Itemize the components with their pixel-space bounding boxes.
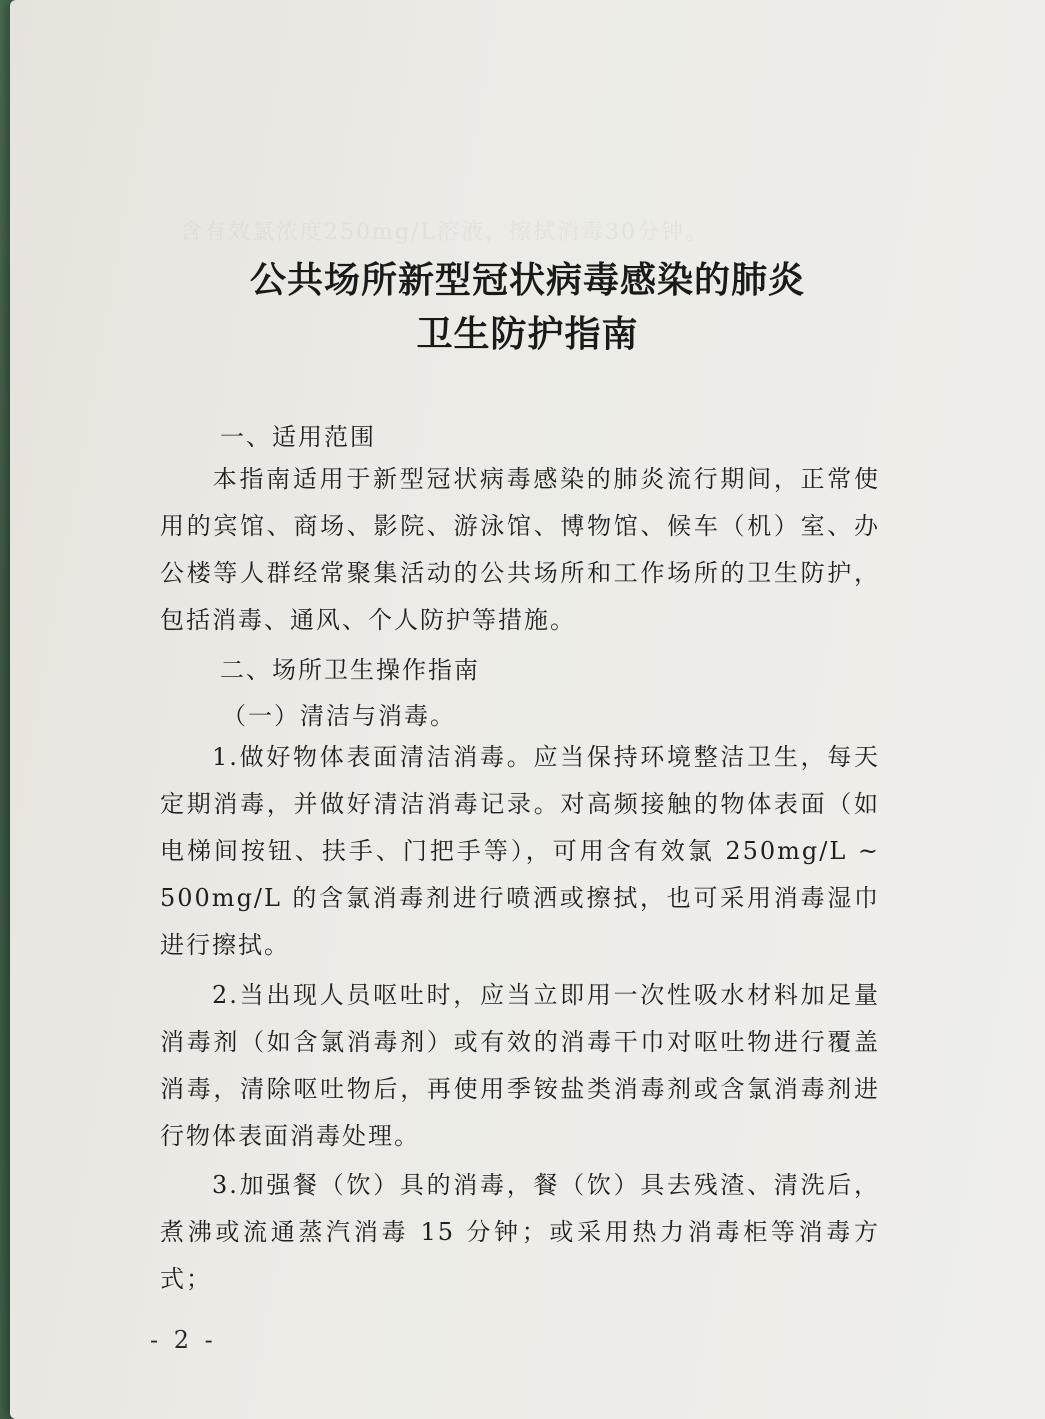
document-page: [10, 0, 1045, 1419]
item-2-paragraph: [160, 972, 880, 1160]
subsection-1-heading: （一）清洁与消毒。: [222, 702, 456, 730]
show-through-text: 含有效氯浓度250mg/L溶液，擦拭消毒30分钟。: [180, 220, 709, 245]
item-1-paragraph: [160, 734, 880, 969]
section-1-heading: 一、适用范围: [220, 423, 376, 451]
item-2-text: 2.当出现人员呕吐时，应当立即用一次性吸水材料加足量消毒剂（如含氯消毒剂）或有效的消毒干巾对呕吐物进行覆盖消毒，清除呕吐物后，再使用季铵盐类消毒剂或含氯消毒剂进行物体表面消毒处理。: [160, 981, 880, 1150]
section-1-text: 本指南适用于新型冠状病毒感染的肺炎流行期间，正常使用的宾馆、商场、影院、游泳馆、博物馆、候车（机）室、办公楼等人群经常聚集活动的公共场所和工作场所的卫生防护，包括消毒、通风、个人防护等措施。: [160, 465, 880, 634]
page-number: - 2 -: [150, 1326, 217, 1354]
item-3-paragraph: [160, 1162, 880, 1303]
item-3-text: 3.加强餐（饮）具的消毒，餐（饮）具去残渣、清洗后，煮沸或流通蒸汽消毒 15 分钟；或采用热力消毒柜等消毒方式；: [160, 1171, 880, 1293]
section-1-paragraph: [160, 456, 880, 644]
section-2-heading: 二、场所卫生操作指南: [220, 656, 480, 684]
document-title-line-1: 公共场所新型冠状病毒感染的肺炎: [249, 260, 805, 301]
document-title-line-2: 卫生防护指南: [416, 314, 639, 355]
item-1-text: 1.做好物体表面清洁消毒。应当保持环境整洁卫生，每天定期消毒，并做好清洁消毒记录。对高频接触的物体表面（如电梯间按钮、扶手、门把手等），可用含有效氯 250mg/L ~ 500mg/L 的含氯消毒剂进行喷洒或擦拭，也可采用消毒湿巾进行擦拭。: [160, 743, 880, 959]
